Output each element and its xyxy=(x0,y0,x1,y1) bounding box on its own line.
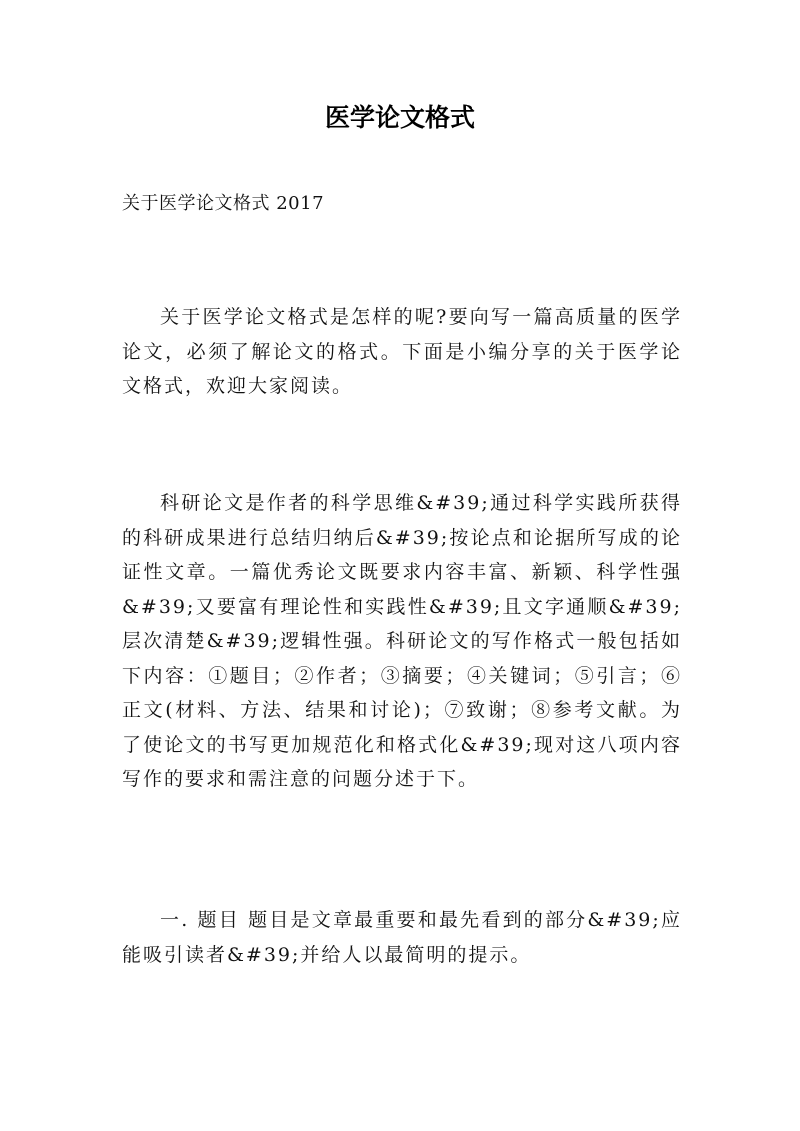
paragraph-intro: 关于医学论文格式是怎样的呢?要向写一篇高质量的医学论文，必须了解论文的格式。下面是小编分享的关于医学论文格式，欢迎大家阅读。 xyxy=(122,306,682,397)
paragraph-section-title: 一. 题目 题目是文章最重要和最先看到的部分&#39;应能吸引读者&#39;并给人以最简明的提示。 xyxy=(122,909,682,966)
document-title: 医学论文格式 xyxy=(324,103,475,132)
document-subtitle: 关于医学论文格式 2017 xyxy=(122,193,325,214)
paragraph-overview: 科研论文是作者的科学思维&#39;通过科学实践所获得的科研成果进行总结归纳后&#39;按论点和论据所写成的论证性文章。一篇优秀论文既要求内容丰富、新颖、科学性强&#39;又要富有理论性和实践性&#39;且文字通顺&#39;层次清楚&#39;逻辑性强。科研论文的写作格式一般包括如下内容：①题目；②作者；③摘要；④关键词；⑤引言；⑥正文(材料、方法、结果和讨论)；⑦致谢；⑧参考文献。为了使论文的书写更加规范化和格式化&#39;现对这八项内容写作的要求和需注意的问题分述于下。 xyxy=(122,492,682,790)
